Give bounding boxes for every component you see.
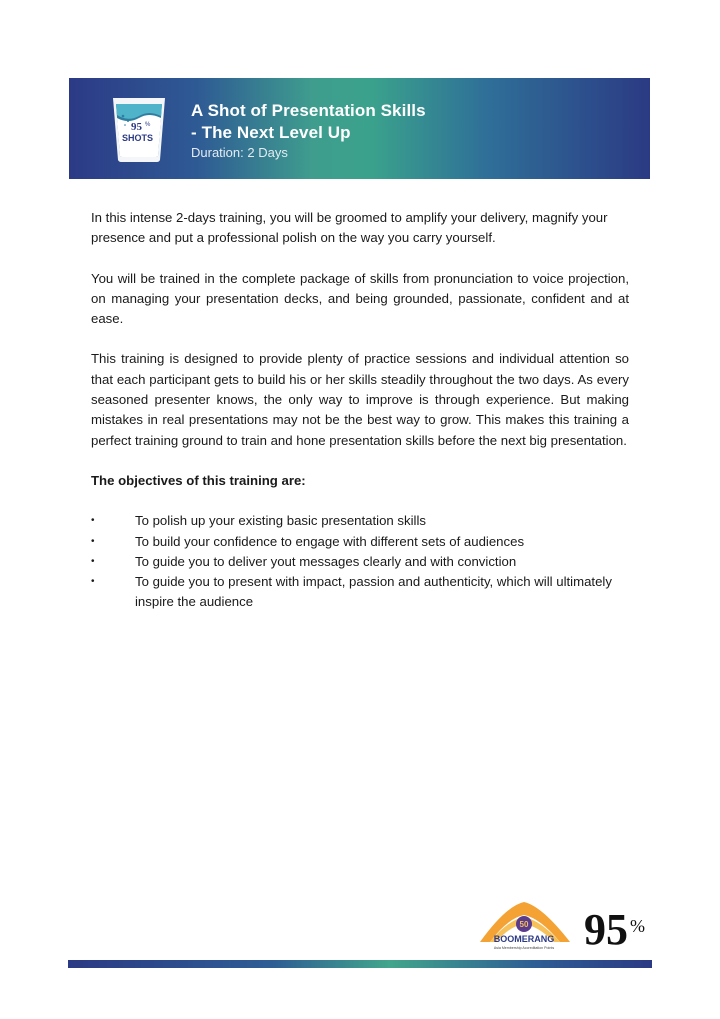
intro-paragraph: In this intense 2-days training, you will be groomed to amplify your delivery, magnify your presence and put a professional polish on the way you carry yourself.	[91, 210, 608, 246]
brand-percent: %	[630, 916, 645, 936]
list-item	[91, 511, 629, 531]
shot-glass-logo	[111, 96, 167, 164]
objectives-heading: The objectives of this training are:	[91, 472, 306, 488]
logo-word: SHOTS	[122, 133, 154, 143]
boomerang-logo	[480, 902, 570, 950]
course-description	[91, 208, 629, 613]
bullet-icon: •	[91, 576, 95, 588]
title-line-2: - The Next Level Up	[191, 123, 351, 142]
objective-text: To build your confidence to engage with different sets of audiences	[135, 533, 525, 549]
footer-logos	[476, 898, 656, 958]
skills-paragraph: You will be trained in the complete package of skills from pronunciation to voice projection, on managing your presentation decks, and being grounded, passionate, confident and at ease.	[91, 270, 629, 327]
objective-text: To guide you to deliver yout messages clearly and with conviction	[135, 553, 517, 569]
boomerang-name: BOOMERANG	[493, 934, 555, 944]
objective-text: To polish up your existing basic presentation skills	[135, 513, 427, 529]
bullet-icon: •	[91, 555, 95, 567]
boomerang-badge-text: 50	[519, 920, 529, 929]
header-banner	[69, 78, 650, 179]
bullet-icon: •	[91, 515, 95, 527]
objectives-list	[91, 511, 629, 612]
list-item	[91, 552, 629, 572]
bullet-icon: •	[91, 535, 95, 547]
list-item	[91, 532, 629, 552]
brand-number: 95	[584, 905, 628, 954]
page-title	[191, 100, 426, 144]
logo-percent: %	[145, 122, 151, 128]
logo-number: 95	[131, 121, 142, 133]
title-line-1: A Shot of Presentation Skills	[191, 101, 426, 120]
list-item	[91, 572, 629, 613]
objective-text: To guide you to present with impact, passion and authenticity, which will ultimately inspire the audience	[135, 574, 612, 610]
boomerang-tagline: Asia Membership Accreditation Points	[493, 946, 555, 950]
footer-bar	[68, 960, 652, 968]
duration-label: Duration: 2 Days	[191, 145, 288, 160]
practice-paragraph: This training is designed to provide plenty of practice sessions and individual attention so that each participant gets to build his or her skills steadily throughout the two days. As every seasoned presenter knows, the only way to improve is through experience. But making mistakes in real presentations may not be the best way to grow. This makes this training a perfect training ground to train and hone presentation skills before the next big presentation.	[91, 351, 629, 448]
